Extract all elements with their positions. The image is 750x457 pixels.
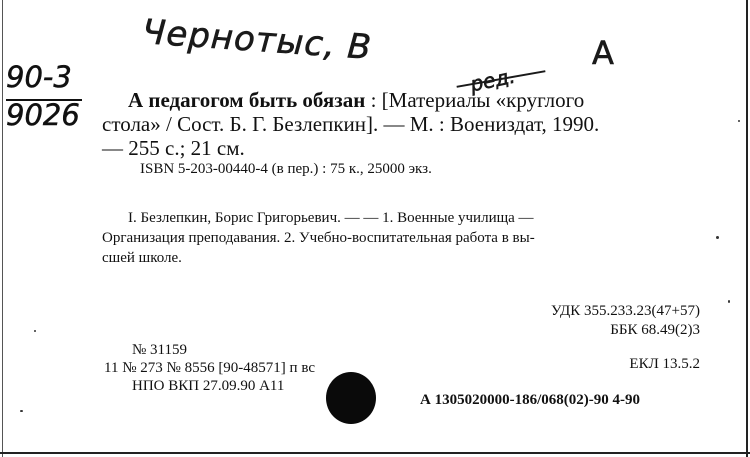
scan-speck [34, 330, 36, 332]
publication-code: А 1305020000-186/068(02)-90 4-90 [420, 392, 640, 408]
entry-line-1 [128, 88, 584, 113]
print-order-line: 11 № 273 № 8556 [90-48571] п вс [104, 360, 315, 376]
call-number-bottom: 9026 [6, 98, 80, 132]
ink-blot [326, 372, 376, 424]
scan-speck [20, 410, 23, 412]
udk-code: УДК 355.233.23(47+57) [550, 303, 700, 319]
scan-speck [716, 236, 719, 239]
entry-isbn: ISBN 5-203-00440-4 (в пер.) : 75 к., 25000 экз. [140, 161, 432, 177]
handwritten-editor-mark: ред. [467, 63, 518, 97]
entry-title: А педагогом быть обязан [128, 88, 366, 112]
card-number: № 31159 [132, 342, 188, 358]
card-left-edge [2, 0, 3, 457]
bbk-code: ББК 68.49(2)3 [610, 322, 700, 338]
entry-title-rest: : [Материалы «круглого [365, 88, 585, 112]
subjects-line-1: I. Безлепкин, Борис Григорьевич. — — 1. Военные училища — [128, 210, 534, 226]
subjects-line-3: сшей школе. [102, 250, 182, 266]
scan-speck [728, 300, 730, 303]
subjects-line-2: Организация преподавания. 2. Учебно-воспитательная работа в вы- [102, 230, 535, 246]
ekl-code: ЕКЛ 13.5.2 [629, 356, 700, 372]
call-number-top: 90-3 [6, 60, 72, 94]
entry-line-2: стола» / Сост. Б. Г. Безлепкин]. — М. : Воениздат, 1990. [102, 112, 600, 136]
scan-speck [738, 120, 740, 122]
card-bottom-edge [0, 452, 750, 454]
publisher-line: НПО ВКП 27.09.90 А11 [132, 378, 285, 394]
handwritten-letter: А [592, 34, 614, 72]
card-right-edge [746, 0, 748, 457]
handwritten-author: Чернотыс, В [140, 12, 374, 68]
entry-line-3: — 255 с.; 21 см. [102, 136, 245, 160]
